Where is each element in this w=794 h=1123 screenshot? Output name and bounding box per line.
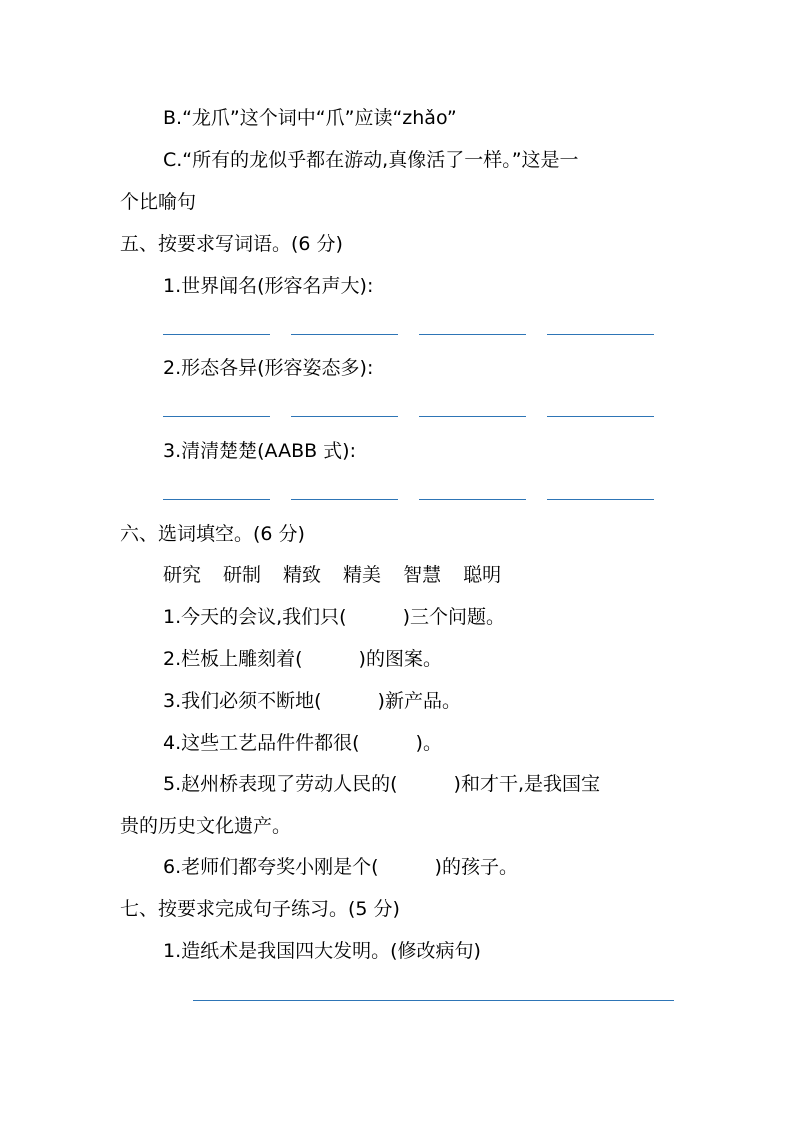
option-c-line2: 个比喻句 (120, 191, 197, 213)
section-5-question-3: 3.清清楚楚(AABB 式): (163, 440, 356, 462)
section-6-question-4: 4.这些工艺品件件都很( )。 (163, 732, 442, 754)
word-option: 研制 (223, 564, 262, 586)
answer-line[interactable] (163, 334, 270, 335)
section-6-question-3: 3.我们必须不断地( )新产品。 (163, 690, 461, 712)
word-option: 研究 (163, 564, 202, 586)
answer-line[interactable] (547, 416, 654, 417)
answer-line[interactable] (291, 334, 398, 335)
answer-line[interactable] (291, 499, 398, 500)
answer-line[interactable] (419, 499, 526, 500)
section-7-question-1: 1.造纸术是我国四大发明。(修改病句) (163, 940, 481, 962)
section-6-title: 六、选词填空。(6 分) (120, 523, 305, 545)
section-5-question-1: 1.世界闻名(形容名声大): (163, 275, 374, 297)
section-5-question-2: 2.形态各异(形容姿态多): (163, 357, 374, 379)
option-b: B.“龙爪”这个词中“爪”应读“zhǎo” (163, 107, 457, 129)
word-option: 精美 (343, 564, 382, 586)
answer-line[interactable] (163, 499, 270, 500)
section-6-question-1: 1.今天的会议,我们只( )三个问题。 (163, 606, 506, 628)
word-option: 聪明 (463, 564, 502, 586)
answer-line[interactable] (193, 1000, 674, 1001)
section-6-question-5: 5.赵州桥表现了劳动人民的( )和才干,是我国宝 (163, 773, 600, 795)
answer-line[interactable] (547, 499, 654, 500)
section-5-title: 五、按要求写词语。(6 分) (120, 233, 343, 255)
section-7-title: 七、按要求完成句子练习。(5 分) (120, 898, 400, 920)
section-6-question-2: 2.栏板上雕刻着( )的图案。 (163, 648, 442, 670)
option-c-line1: C.“所有的龙似乎都在游动,真像活了一样。”这是一 (163, 149, 579, 171)
answer-line[interactable] (291, 416, 398, 417)
word-bank (163, 563, 523, 587)
word-option: 精致 (283, 564, 322, 586)
section-6-question-5-cont: 贵的历史文化遗产。 (120, 815, 292, 837)
answer-line[interactable] (163, 416, 270, 417)
answer-line[interactable] (419, 334, 526, 335)
word-option: 智慧 (403, 564, 442, 586)
answer-line[interactable] (419, 416, 526, 417)
answer-line[interactable] (547, 334, 654, 335)
section-6-question-6: 6.老师们都夸奖小刚是个( )的孩子。 (163, 856, 518, 878)
